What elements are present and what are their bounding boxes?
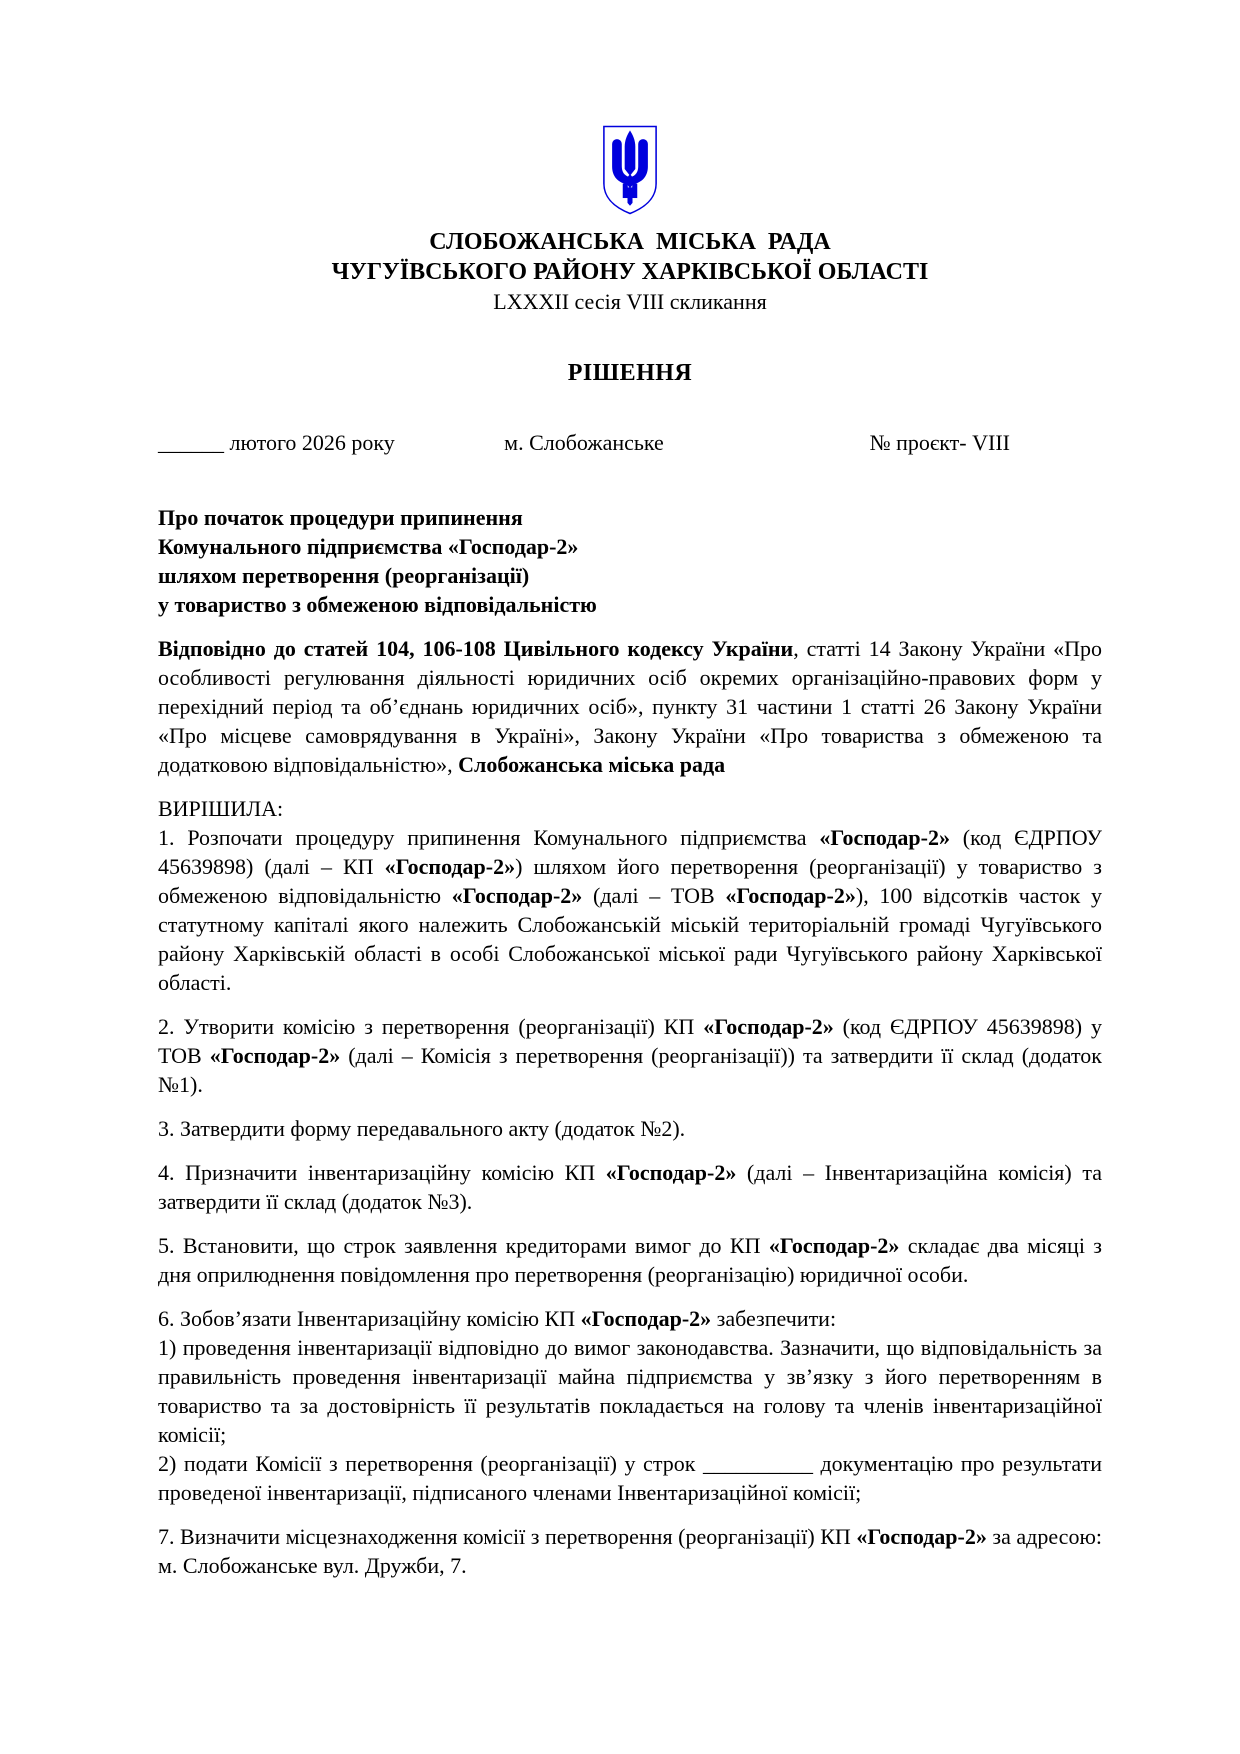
text-run: ), 100 відсотків часток у статутному капіталі якого належить Слобожанській міській територіальній громаді Чугуївського району Харківській області в особі Слобожанської міської ради Чугуївського району Харківської області. xyxy=(158,883,1102,995)
text-run-bold: «Господар-2» xyxy=(703,1014,834,1039)
text-run: 2) подати Комісії з перетворення (реорганізації) у строк __________ документацію про результати проведеної інвентаризації, підписаного членами Інвентаризаційної комісії; xyxy=(158,1451,1102,1505)
text-run: 4. Призначити інвентаризаційну комісію КП xyxy=(158,1160,606,1185)
subject-line: шляхом перетворення (реорганізації) xyxy=(158,563,530,588)
text-run-bold: «Господар-2» xyxy=(209,1043,341,1068)
document-header xyxy=(158,125,1102,387)
subject-line: у товариство з обмеженою відповідальністю xyxy=(158,592,597,617)
text-run-bold: «Господар-2» xyxy=(605,1160,737,1185)
text-run: 2. Утворити комісію з перетворення (реорганізації) КП xyxy=(158,1014,704,1039)
subject-line: Комунального підприємства «Господар-2» xyxy=(158,534,579,559)
text-run-bold: «Господар-2» xyxy=(384,854,516,879)
text-run-bold: «Господар-2» xyxy=(819,825,950,850)
text-run-bold: «Господар-2» xyxy=(768,1233,900,1258)
document-number: № проєкт- VIII xyxy=(869,430,1010,455)
paragraph-4 xyxy=(158,1158,1102,1216)
text-run: ВИРІШИЛА: xyxy=(158,796,284,821)
text-run-bold: «Господар-2» xyxy=(451,883,583,908)
text-run-bold: «Господар-2» xyxy=(856,1524,987,1549)
document-type-title: РІШЕННЯ xyxy=(567,360,693,386)
text-run: складає два місяці з дня оприлюднення повідомлення про перетворення (реорганізацію) юридичної особи. xyxy=(158,1233,1102,1287)
resolution-word xyxy=(158,794,1102,823)
text-run: (далі – Інвентаризаційна комісія) та затвердити її склад (додаток №3). xyxy=(158,1160,1102,1214)
text-run: 1) проведення інвентаризації відповідно до вимог законодавства. Зазначити, що відповідальність за правильність проведення інвентаризації майна підприємства у зв’язку з його перетворенням в товариство та за достовірність її результатів покладається на голову та членів інвентаризаційної комісії; xyxy=(158,1335,1102,1447)
text-run: (далі – ТОВ xyxy=(582,883,726,908)
meta-row xyxy=(158,429,1102,457)
paragraph-5 xyxy=(158,1231,1102,1289)
text-run: ) шляхом його перетворення (реорганізації) у товариство з обмеженою відповідальністю xyxy=(158,854,1102,908)
text-run: (далі – Комісія з перетворення (реорганізації)) та затвердити її склад (додаток №1). xyxy=(158,1043,1102,1097)
text-run: 3. Затвердити форму передавального акту (додаток №2). xyxy=(158,1116,686,1141)
session-line: LXXXII сесія VIII скликання xyxy=(493,289,767,314)
subject-line: Про початок процедури припинення xyxy=(158,505,523,530)
text-run: 5. Встановити, що строк заявлення кредиторами вимог до КП xyxy=(158,1233,769,1258)
text-run: за адресою: м. Слобожанське вул. Дружби, 7. xyxy=(158,1524,1102,1578)
paragraph-7 xyxy=(158,1522,1102,1580)
text-run-bold: Відповідно до статей 104, 106-108 Цивільного кодексу України xyxy=(158,636,794,661)
place-line: м. Слобожанське xyxy=(504,430,664,455)
paragraph-1 xyxy=(158,823,1102,997)
text-run: , статті 14 Закону України «Про особливості регулювання діяльності юридичних осіб окремих організаційно-правових форм у перехідний період та об’єднань юридичних осіб», пункту 31 частини 1 статті 26 Закону України «Про місцеве самоврядування в Україні», Закону України «Про товариства з обмеженою та додатковою відповідальністю», xyxy=(158,636,1102,777)
council-name-line1: СЛОБОЖАНСЬКА МІСЬКА РАДА xyxy=(429,229,831,255)
paragraph-6-heading xyxy=(158,1304,1102,1333)
preamble xyxy=(158,634,1102,779)
text-run: 6. Зобов’язати Інвентаризаційну комісію КП xyxy=(158,1306,581,1331)
paragraph-2 xyxy=(158,1012,1102,1099)
subject-block xyxy=(158,503,1102,619)
text-run-bold: Слобожанська міська рада xyxy=(458,752,726,777)
trident-emblem-icon xyxy=(601,125,659,215)
text-run: 7. Визначити місцезнаходження комісії з перетворення (реорганізації) КП xyxy=(158,1524,857,1549)
text-run-bold: «Господар-2» xyxy=(725,883,856,908)
text-run: забезпечити: xyxy=(711,1306,837,1331)
paragraph-3 xyxy=(158,1114,1102,1143)
text-run: 1. Розпочати процедуру припинення Комунального підприємства xyxy=(158,825,820,850)
date-line: ______ лютого 2026 року xyxy=(158,430,395,455)
council-name-line2: ЧУГУЇВСЬКОГО РАЙОНУ ХАРКІВСЬКОЇ ОБЛАСТІ xyxy=(331,259,929,285)
paragraph-6-item-1 xyxy=(158,1333,1102,1449)
document-body xyxy=(158,634,1102,1580)
paragraph-6-item-2 xyxy=(158,1449,1102,1507)
text-run: (код ЄДРПОУ 45639898) (далі – КП xyxy=(158,825,1102,879)
text-run-bold: «Господар-2» xyxy=(580,1306,712,1331)
text-run: (код ЄДРПОУ 45639898) у ТОВ xyxy=(158,1014,1102,1068)
